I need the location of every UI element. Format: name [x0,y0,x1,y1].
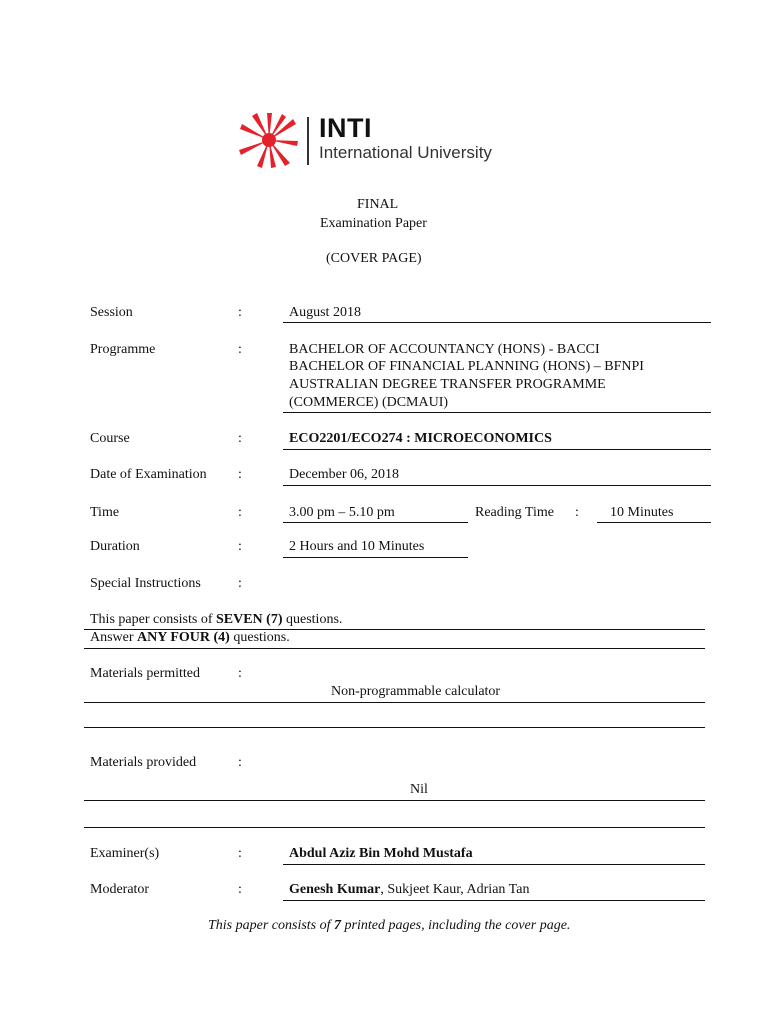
heading-final: FINAL [357,197,399,212]
reading-time-underline [597,522,711,523]
session-label: Session [90,305,133,320]
course-colon: : [238,431,242,446]
time-underline [283,522,468,523]
materials-provided-underline-1 [84,800,705,801]
session-value: August 2018 [289,305,361,320]
page-count-prefix: This paper consists of [208,918,335,933]
session-colon: : [238,305,242,320]
materials-permitted-underline-2 [84,727,705,728]
programme-line-3: AUSTRALIAN DEGREE TRANSFER PROGRAMME [289,377,606,392]
materials-provided-label: Materials provided [90,755,197,770]
date-colon: : [238,467,242,482]
date-label: Date of Examination [90,467,207,482]
instructions-line-2-suffix: questions. [229,630,290,645]
page-count-number: 7 [334,918,342,933]
programme-colon: : [238,342,242,357]
heading-cover-page: (COVER PAGE) [326,251,422,266]
instructions-line-1-prefix: This paper consists of [90,612,216,627]
programme-line-1: BACHELOR OF ACCOUNTANCY (HONS) - BACCI [289,342,600,357]
moderator-primary: Genesh Kumar [289,882,381,897]
moderator-label: Moderator [90,882,150,897]
reading-time-colon: : [575,505,579,520]
instructions-line-2 [90,630,290,646]
materials-provided-underline-2 [84,827,705,828]
instructions-question-count: SEVEN (7) [215,612,283,627]
instructions-line-2-prefix: Answer [90,630,138,645]
materials-permitted-colon: : [238,666,242,681]
programme-line-2: BACHELOR OF FINANCIAL PLANNING (HONS) – BFNPI [289,359,644,374]
materials-permitted-underline-1 [84,702,705,703]
programme-underline [283,412,711,413]
examiner-underline [283,864,705,865]
special-instructions-colon: : [238,576,242,591]
date-value: December 06, 2018 [289,467,400,482]
inti-star-icon [238,111,300,169]
moderator-others: , Sukjeet Kaur, Adrian Tan [380,882,530,897]
page-count-note [208,918,570,934]
moderator-colon: : [238,882,242,897]
moderator-underline [283,900,705,901]
materials-permitted-value: Non-programmable calculator [331,684,501,699]
course-label: Course [90,431,130,446]
logo-divider [307,117,309,165]
time-colon: : [238,505,242,520]
session-underline [283,322,711,323]
date-underline [283,485,711,486]
materials-permitted-label: Materials permitted [90,666,201,681]
reading-time-label: Reading Time [475,505,554,520]
page-count-suffix: printed pages, including the cover page. [341,918,571,933]
logo-subtitle: International University [319,143,492,162]
examiner-colon: : [238,846,242,861]
course-value: ECO2201/ECO274 : MICROECONOMICS [289,431,552,446]
materials-provided-value: Nil [410,782,428,797]
duration-underline [283,557,468,558]
logo-brand: INTI [319,113,372,143]
programme-label: Programme [90,342,156,357]
heading-exam-paper: Examination Paper [320,216,427,231]
instructions-line-1-suffix: questions. [282,612,343,627]
examiner-value: Abdul Aziz Bin Mohd Mustafa [289,846,473,861]
time-label: Time [90,505,120,520]
special-instructions-label: Special Instructions [90,576,201,591]
course-underline [283,449,711,450]
instructions-line-1 [90,612,342,628]
moderator-value [289,882,529,898]
programme-line-4: (COMMERCE) (DCMAUI) [289,395,449,410]
duration-value: 2 Hours and 10 Minutes [289,539,425,554]
instructions-answer-count: ANY FOUR (4) [137,630,230,645]
instructions-line-2-underline [84,648,705,649]
duration-label: Duration [90,539,140,554]
time-value: 3.00 pm – 5.10 pm [289,505,395,520]
examiner-label: Examiner(s) [90,846,160,861]
reading-time-value: 10 Minutes [610,505,674,520]
duration-colon: : [238,539,242,554]
materials-provided-colon: : [238,755,242,770]
